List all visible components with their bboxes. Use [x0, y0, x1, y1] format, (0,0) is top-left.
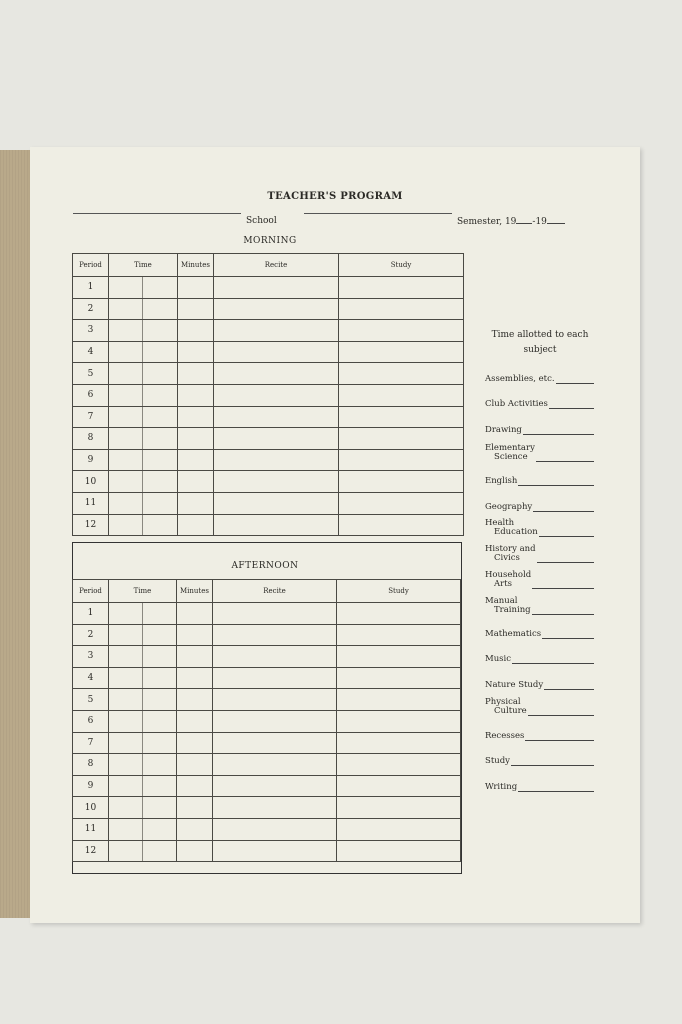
subject-label: Study [485, 756, 510, 766]
period-number: 5 [73, 689, 109, 711]
table-row [73, 320, 464, 342]
col-recite: Recite [213, 580, 337, 603]
study-cell[interactable] [339, 320, 464, 342]
subject-time-blank[interactable] [536, 461, 594, 462]
subject-time-blank[interactable] [523, 434, 594, 435]
period-number: 8 [73, 754, 109, 776]
subject-label: Physical [485, 697, 521, 707]
recite-cell[interactable] [214, 406, 339, 428]
minutes-cell[interactable] [177, 689, 213, 711]
time-end-cell[interactable] [143, 298, 178, 320]
col-minutes: Minutes [177, 580, 213, 603]
afternoon-rows [73, 603, 461, 862]
time-end-cell[interactable] [142, 689, 176, 711]
study-cell[interactable] [339, 514, 464, 536]
time-start-cell[interactable] [109, 797, 143, 819]
time-end-cell[interactable] [143, 341, 178, 363]
table-row [73, 406, 464, 428]
school-name-blank[interactable] [304, 213, 452, 214]
study-cell[interactable] [337, 624, 461, 646]
time-start-cell[interactable] [109, 732, 143, 754]
table-row [73, 492, 464, 514]
minutes-cell[interactable] [177, 646, 213, 668]
afternoon-schedule-table [72, 579, 461, 862]
afternoon-label: AFTERNOON [231, 561, 299, 571]
time-start-cell[interactable] [109, 384, 143, 406]
recite-cell[interactable] [213, 667, 337, 689]
time-start-cell[interactable] [109, 277, 143, 299]
table-row [73, 624, 461, 646]
time-start-cell[interactable] [109, 840, 143, 862]
time-start-cell[interactable] [109, 341, 143, 363]
time-start-cell[interactable] [109, 449, 143, 471]
subject-time-blank[interactable] [533, 511, 594, 512]
subject-time-blank[interactable] [511, 765, 594, 766]
period-number: 12 [73, 514, 109, 536]
table-row [73, 471, 464, 493]
period-number: 12 [73, 840, 109, 862]
recite-cell[interactable] [213, 775, 337, 797]
minutes-cell[interactable] [177, 818, 213, 840]
subject-label: Club Activities [485, 399, 548, 409]
time-start-cell[interactable] [109, 818, 143, 840]
recite-cell[interactable] [213, 710, 337, 732]
col-study: Study [339, 254, 464, 277]
time-start-cell[interactable] [109, 492, 143, 514]
col-recite: Recite [214, 254, 339, 277]
table-row [73, 710, 461, 732]
table-row [73, 298, 464, 320]
subject-time-blank[interactable] [525, 740, 594, 741]
subject-label: Assemblies, etc. [485, 374, 555, 384]
period-number: 2 [73, 624, 109, 646]
morning-rows [73, 277, 464, 536]
time-end-cell[interactable] [143, 363, 178, 385]
time-start-cell[interactable] [109, 689, 143, 711]
minutes-cell[interactable] [177, 603, 213, 625]
recite-cell[interactable] [214, 384, 339, 406]
study-cell[interactable] [337, 840, 461, 862]
minutes-cell[interactable] [178, 514, 214, 536]
table-row [73, 818, 461, 840]
allotment-title-line1: Time allotted to each [491, 330, 589, 340]
col-time: Time [109, 254, 178, 277]
minutes-cell[interactable] [178, 384, 214, 406]
school-blank[interactable] [73, 213, 241, 214]
recite-cell[interactable] [214, 341, 339, 363]
time-start-cell[interactable] [109, 428, 143, 450]
period-number: 4 [73, 667, 109, 689]
subject-time-blank[interactable] [539, 536, 594, 537]
table-row [73, 667, 461, 689]
semester-prefix: Semester, 19 [457, 217, 517, 227]
recite-cell[interactable] [214, 298, 339, 320]
minutes-cell[interactable] [177, 710, 213, 732]
recite-cell[interactable] [213, 603, 337, 625]
minutes-cell[interactable] [177, 667, 213, 689]
minutes-cell[interactable] [177, 797, 213, 819]
period-number: 3 [73, 320, 109, 342]
study-cell[interactable] [337, 667, 461, 689]
col-period: Period [73, 580, 109, 603]
study-cell[interactable] [337, 646, 461, 668]
recite-cell[interactable] [214, 363, 339, 385]
period-number: 7 [73, 732, 109, 754]
minutes-cell[interactable] [177, 775, 213, 797]
school-label: School [246, 216, 277, 226]
allotment-subject-item [485, 732, 524, 741]
subject-label: Manual [485, 596, 518, 606]
subject-label-line2: Training [494, 605, 531, 615]
minutes-cell[interactable] [178, 471, 214, 493]
minutes-cell[interactable] [178, 492, 214, 514]
table-row [73, 341, 464, 363]
study-cell[interactable] [339, 298, 464, 320]
allotment-subject-item [485, 681, 543, 690]
minutes-cell[interactable] [177, 624, 213, 646]
study-cell[interactable] [337, 689, 461, 711]
morning-header-row [73, 254, 464, 277]
recite-cell[interactable] [214, 514, 339, 536]
recite-cell[interactable] [213, 754, 337, 776]
table-row [73, 732, 461, 754]
time-end-cell[interactable] [142, 732, 176, 754]
allotment-subject-item [485, 597, 531, 615]
subject-time-blank[interactable] [537, 562, 594, 563]
time-end-cell[interactable] [142, 646, 176, 668]
subject-time-blank[interactable] [549, 408, 594, 409]
subject-label: Nature Study [485, 680, 544, 690]
period-number: 6 [73, 384, 109, 406]
period-number: 3 [73, 646, 109, 668]
form-page [30, 147, 640, 923]
period-number: 11 [73, 818, 109, 840]
book-binding [0, 150, 31, 918]
recite-cell[interactable] [213, 689, 337, 711]
time-end-cell[interactable] [142, 818, 176, 840]
subject-time-blank[interactable] [518, 485, 594, 486]
allotment-subject-item [485, 400, 548, 409]
col-time: Time [109, 580, 177, 603]
table-row [73, 603, 461, 625]
period-number: 1 [73, 277, 109, 299]
allotment-subject-item [485, 630, 541, 639]
period-number: 10 [73, 471, 109, 493]
study-cell[interactable] [337, 775, 461, 797]
allotment-subject-item [485, 783, 517, 792]
allotment-subject-item [485, 503, 532, 512]
time-end-cell[interactable] [142, 667, 176, 689]
study-cell[interactable] [339, 277, 464, 299]
subject-time-blank[interactable] [544, 689, 594, 690]
time-end-cell[interactable] [143, 277, 178, 299]
col-minutes: Minutes [178, 254, 214, 277]
time-start-cell[interactable] [109, 710, 143, 732]
period-number: 7 [73, 406, 109, 428]
table-row [73, 514, 464, 536]
study-cell[interactable] [337, 818, 461, 840]
subject-label-line2: Culture [494, 706, 527, 716]
study-cell[interactable] [339, 384, 464, 406]
time-start-cell[interactable] [109, 603, 143, 625]
study-cell[interactable] [337, 797, 461, 819]
time-start-cell[interactable] [109, 514, 143, 536]
semester-label [457, 217, 565, 227]
semester-separator: -19 [532, 217, 547, 227]
subject-label: English [485, 476, 518, 486]
time-end-cell[interactable] [143, 406, 178, 428]
time-start-cell[interactable] [109, 667, 143, 689]
col-period: Period [73, 254, 109, 277]
time-start-cell[interactable] [109, 754, 143, 776]
recite-cell[interactable] [214, 320, 339, 342]
table-row [73, 775, 461, 797]
period-number: 8 [73, 428, 109, 450]
period-number: 10 [73, 797, 109, 819]
time-end-cell[interactable] [143, 514, 178, 536]
minutes-cell[interactable] [178, 428, 214, 450]
minutes-cell[interactable] [177, 732, 213, 754]
time-start-cell[interactable] [109, 646, 143, 668]
time-start-cell[interactable] [109, 320, 143, 342]
subject-label-line2: Science [494, 452, 528, 462]
subject-label: Recesses [485, 731, 525, 741]
table-row [73, 384, 464, 406]
recite-cell[interactable] [214, 492, 339, 514]
recite-cell[interactable] [214, 277, 339, 299]
page-title: TEACHER'S PROGRAM [267, 191, 403, 202]
table-row [73, 449, 464, 471]
allotment-subject-item [485, 444, 535, 462]
subject-label: Household [485, 570, 532, 580]
study-cell[interactable] [339, 341, 464, 363]
recite-cell[interactable] [213, 797, 337, 819]
allotment-subject-item [485, 655, 511, 664]
allotment-subject-item [485, 519, 538, 537]
minutes-cell[interactable] [178, 298, 214, 320]
minutes-cell[interactable] [178, 363, 214, 385]
time-start-cell[interactable] [109, 624, 143, 646]
time-end-cell[interactable] [142, 797, 176, 819]
subject-time-blank[interactable] [532, 588, 594, 589]
period-number: 11 [73, 492, 109, 514]
study-cell[interactable] [339, 406, 464, 428]
allotment-subject-item [485, 426, 522, 435]
minutes-cell[interactable] [178, 320, 214, 342]
afternoon-header-row [73, 580, 461, 603]
subject-label-line2: Arts [494, 579, 512, 589]
time-end-cell[interactable] [142, 710, 176, 732]
subject-label: Drawing [485, 425, 522, 435]
period-number: 5 [73, 363, 109, 385]
table-row [73, 840, 461, 862]
study-cell[interactable] [337, 754, 461, 776]
time-end-cell[interactable] [143, 492, 178, 514]
table-row [73, 363, 464, 385]
time-end-cell[interactable] [143, 384, 178, 406]
allotment-subject-item [485, 757, 510, 766]
time-end-cell[interactable] [142, 840, 176, 862]
subject-label: History and [485, 544, 536, 554]
recite-cell[interactable] [213, 818, 337, 840]
subject-time-blank[interactable] [556, 383, 594, 384]
time-end-cell[interactable] [142, 775, 176, 797]
study-cell[interactable] [339, 471, 464, 493]
time-start-cell[interactable] [109, 775, 143, 797]
allotment-subject-item [485, 698, 527, 716]
period-number: 2 [73, 298, 109, 320]
subject-time-blank[interactable] [512, 663, 594, 664]
table-row [73, 689, 461, 711]
time-start-cell[interactable] [109, 363, 143, 385]
time-end-cell[interactable] [143, 428, 178, 450]
time-start-cell[interactable] [109, 406, 143, 428]
morning-schedule-table [72, 253, 464, 536]
minutes-cell[interactable] [178, 277, 214, 299]
subject-label-line2: Education [494, 527, 538, 537]
minutes-cell[interactable] [178, 449, 214, 471]
table-row [73, 277, 464, 299]
recite-cell[interactable] [213, 732, 337, 754]
recite-cell[interactable] [214, 449, 339, 471]
subject-time-blank[interactable] [542, 638, 594, 639]
subject-time-blank[interactable] [532, 614, 594, 615]
period-number: 4 [73, 341, 109, 363]
period-number: 1 [73, 603, 109, 625]
period-number: 9 [73, 449, 109, 471]
time-start-cell[interactable] [109, 471, 143, 493]
allotment-title [485, 328, 595, 358]
table-row [73, 797, 461, 819]
subject-label: Health [485, 518, 515, 528]
allotment-subject-item [485, 545, 536, 563]
table-row [73, 646, 461, 668]
study-cell[interactable] [339, 428, 464, 450]
table-row [73, 754, 461, 776]
allotment-subject-item [485, 477, 517, 486]
study-cell[interactable] [337, 603, 461, 625]
time-end-cell[interactable] [142, 603, 176, 625]
study-cell[interactable] [337, 732, 461, 754]
allotment-subject-item [485, 375, 555, 384]
recite-cell[interactable] [214, 428, 339, 450]
study-cell[interactable] [339, 363, 464, 385]
subject-label: Music [485, 654, 512, 664]
subject-label-line2: Civics [494, 553, 520, 563]
allotment-subject-item [485, 571, 531, 589]
time-end-cell[interactable] [143, 449, 178, 471]
time-end-cell[interactable] [142, 624, 176, 646]
recite-cell[interactable] [213, 840, 337, 862]
minutes-cell[interactable] [178, 406, 214, 428]
recite-cell[interactable] [213, 624, 337, 646]
subject-label: Geography [485, 502, 533, 512]
morning-label: MORNING [243, 236, 297, 246]
col-study: Study [337, 580, 461, 603]
subject-time-blank[interactable] [528, 715, 594, 716]
subject-time-blank[interactable] [518, 791, 594, 792]
study-cell[interactable] [337, 710, 461, 732]
time-start-cell[interactable] [109, 298, 143, 320]
period-number: 9 [73, 775, 109, 797]
subject-label: Mathematics [485, 629, 542, 639]
table-row [73, 428, 464, 450]
minutes-cell[interactable] [178, 341, 214, 363]
study-cell[interactable] [339, 449, 464, 471]
subject-label: Writing [485, 782, 518, 792]
recite-cell[interactable] [214, 471, 339, 493]
period-number: 6 [73, 710, 109, 732]
time-end-cell[interactable] [143, 471, 178, 493]
study-cell[interactable] [339, 492, 464, 514]
subject-label: Elementary [485, 443, 535, 453]
minutes-cell[interactable] [177, 754, 213, 776]
recite-cell[interactable] [213, 646, 337, 668]
allotment-title-line2: subject [523, 345, 557, 355]
time-end-cell[interactable] [143, 320, 178, 342]
minutes-cell[interactable] [177, 840, 213, 862]
time-end-cell[interactable] [142, 754, 176, 776]
